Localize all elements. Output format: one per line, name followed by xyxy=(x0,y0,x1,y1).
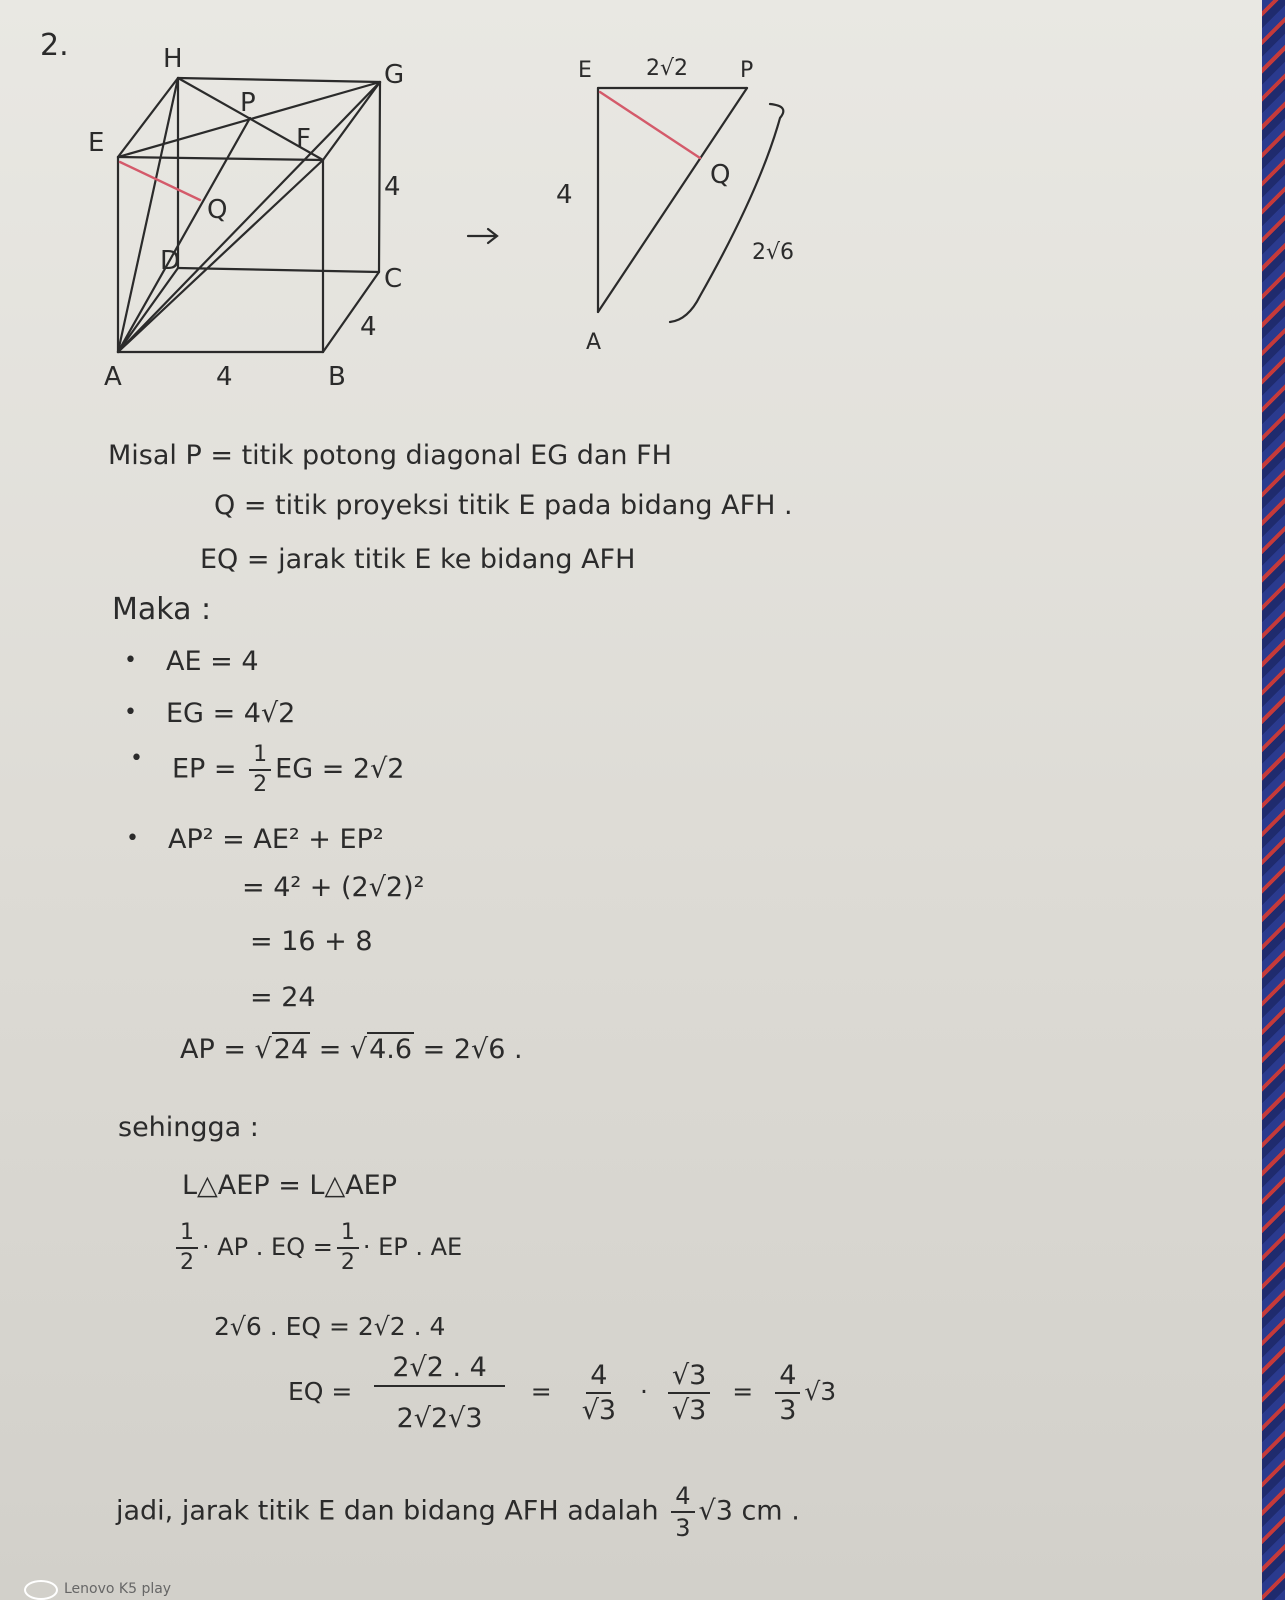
bullet-ap2: • AP² = AE² + EP² xyxy=(168,824,384,855)
line-ag xyxy=(118,82,380,352)
triangle-label-e: E xyxy=(578,58,592,83)
watermark-ring-icon xyxy=(24,1580,58,1600)
fraction-half xyxy=(249,744,271,796)
f2-num: √3 xyxy=(668,1362,710,1394)
notebook-cover-edge xyxy=(1262,0,1285,1600)
vertex-label-a: A xyxy=(104,362,122,392)
fraction-4-over-3 xyxy=(775,1362,800,1424)
multiply-dot: · xyxy=(640,1377,648,1406)
edge-label-cg: 4 xyxy=(384,172,401,202)
ap2-step-3: = 16 + 8 xyxy=(250,926,373,957)
conclusion-text: jadi, jarak titik E dan bidang AFH adalah xyxy=(116,1495,659,1527)
f2-den: √3 xyxy=(671,1395,707,1426)
edge-label-ab: 4 xyxy=(216,362,233,392)
definition-p: Misal P = titik potong diagonal EG dan FH xyxy=(108,440,672,471)
red-line-eq-cube xyxy=(120,162,200,200)
f3-tail: √3 xyxy=(804,1377,837,1406)
fraction-sqrt3-over-sqrt3 xyxy=(668,1362,710,1424)
triangle-side-pa xyxy=(598,88,747,312)
brace-ap xyxy=(670,104,783,322)
vertex-label-p: P xyxy=(240,88,256,118)
edge-ef xyxy=(118,157,323,160)
fraction-half-left xyxy=(176,1222,198,1274)
fraction-conclusion xyxy=(671,1484,694,1540)
eq-numerator: 2√2 . 4 xyxy=(374,1354,505,1387)
vertex-label-e: E xyxy=(88,128,105,158)
f1-den: √3 xyxy=(581,1395,617,1426)
definition-eq: EQ = jarak titik E ke bidang AFH xyxy=(200,544,636,575)
definition-q: Q = titik proyeksi titik E pada bidang AFH . xyxy=(214,490,793,521)
half-equation xyxy=(172,1222,462,1274)
bullet-eg: • EG = 4√2 xyxy=(166,698,295,729)
sqrt-4-6: 4.6 xyxy=(369,1034,413,1065)
triangle-label-ea: 4 xyxy=(556,180,573,210)
conclusion-tail: √3 cm . xyxy=(698,1495,800,1527)
vertex-label-f: F xyxy=(296,124,311,154)
ep-right: EG = 2√2 xyxy=(275,753,405,785)
f3-num: 4 xyxy=(775,1362,800,1394)
triangle-label-p: P xyxy=(740,58,754,83)
half-den-left: 2 xyxy=(180,1250,194,1275)
half-num-left: 1 xyxy=(176,1222,198,1249)
sehingga-heading: sehingga : xyxy=(118,1112,259,1143)
half-num-right: 1 xyxy=(337,1222,359,1249)
eq-solution xyxy=(288,1354,836,1432)
ap2-step-2: = 4² + (2√2)² xyxy=(242,872,425,903)
camera-watermark xyxy=(0,1578,400,1600)
bullet-ae: • AE = 4 xyxy=(166,646,259,677)
fraction-den: 2 xyxy=(253,772,268,797)
edge-label-bc: 4 xyxy=(360,312,377,342)
conclusion xyxy=(116,1484,800,1540)
watermark-label: Lenovo K5 play xyxy=(64,1581,172,1597)
vertex-label-b: B xyxy=(328,362,346,392)
triangle-label-ep: 2√2 xyxy=(646,56,689,81)
vertex-label-g: G xyxy=(384,60,405,90)
half-eq-a: · AP . EQ = xyxy=(202,1233,333,1261)
eq-denominator: 2√2√3 xyxy=(396,1403,483,1434)
conclusion-num: 4 xyxy=(671,1484,694,1513)
fraction-num: 1 xyxy=(249,744,271,771)
edge-fg xyxy=(323,82,380,160)
ap-left: AP = √ xyxy=(180,1034,272,1065)
triangle-label-q: Q xyxy=(710,160,731,190)
red-line-eq-triangle xyxy=(600,92,700,158)
fraction-half-right xyxy=(337,1222,359,1274)
half-eq-b: · EP . AE xyxy=(362,1233,463,1261)
edge-cg xyxy=(379,82,380,272)
ep-left: EP = xyxy=(172,753,246,785)
vertex-label-q: Q xyxy=(207,195,228,225)
fraction-4-over-sqrt3 xyxy=(578,1362,620,1424)
bullet-ep xyxy=(172,744,404,796)
ap2-step-4: = 24 xyxy=(250,982,316,1013)
eq-line: 2√6 . EQ = 2√2 . 4 xyxy=(214,1312,446,1341)
vertex-label-d: D xyxy=(160,246,181,276)
triangle-label-ap: 2√6 xyxy=(752,240,795,265)
conclusion-den: 3 xyxy=(675,1514,691,1542)
ap-mid: = √ xyxy=(310,1034,368,1065)
vertex-label-h: H xyxy=(163,44,183,74)
ap-result xyxy=(180,1034,523,1065)
eq-label: EQ = xyxy=(288,1377,353,1406)
sqrt-24: 24 xyxy=(273,1034,309,1065)
line-af xyxy=(118,160,323,352)
vertex-label-c: C xyxy=(384,264,403,294)
ap-end: = 2√6 . xyxy=(414,1034,523,1065)
area-equation: L△AEP = L△AEP xyxy=(182,1170,398,1201)
equals-2: = xyxy=(732,1377,754,1406)
f1-num: 4 xyxy=(586,1362,611,1394)
geometry-figure xyxy=(0,0,1262,420)
equals-1: = xyxy=(530,1377,552,1406)
maka-heading: Maka : xyxy=(112,592,212,627)
fraction-eq xyxy=(374,1354,505,1432)
half-den-right: 2 xyxy=(340,1250,355,1275)
f3-den: 3 xyxy=(779,1395,797,1426)
edge-hg xyxy=(178,78,380,82)
triangle-label-a: A xyxy=(586,330,602,355)
problem-number: 2. xyxy=(40,28,69,63)
